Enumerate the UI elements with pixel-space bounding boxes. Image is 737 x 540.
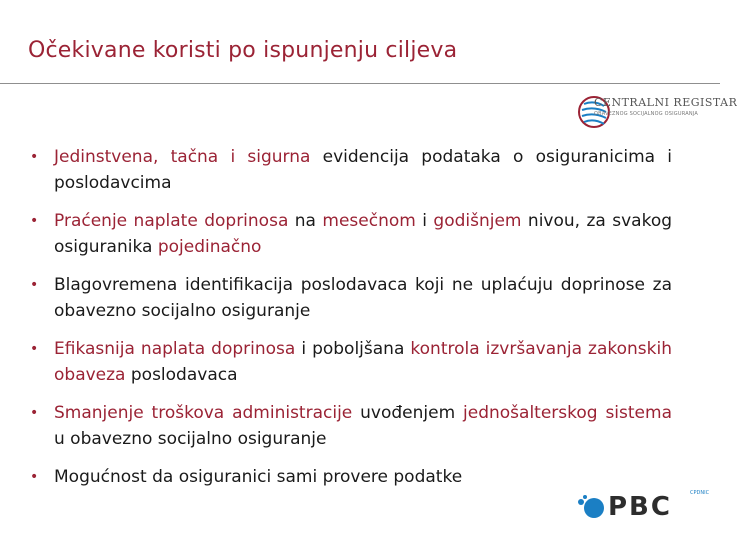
bullet-dot: • bbox=[30, 405, 39, 421]
bullet-item bbox=[28, 464, 672, 490]
highlighted-text: mesečnom bbox=[322, 211, 416, 231]
bullet-item bbox=[28, 208, 672, 260]
slide-title: Očekivane koristi po ispunjenju ciljeva bbox=[28, 38, 458, 63]
title-divider bbox=[0, 83, 720, 84]
bullet-dot: • bbox=[30, 213, 39, 229]
bullet-text: poslodavaca bbox=[125, 365, 238, 385]
bullet-item bbox=[28, 400, 672, 452]
highlighted-text: Praćenje naplate doprinosa bbox=[54, 211, 289, 231]
bullet-dot: • bbox=[30, 277, 39, 293]
bullet-dot: • bbox=[30, 469, 39, 485]
bullet-item bbox=[28, 336, 672, 388]
highlighted-text: Smanjenje troškova administracije bbox=[54, 403, 353, 423]
bullet-text: i poboljšana bbox=[295, 339, 411, 359]
highlighted-text: kontrola izvršavanja zakonskih obaveza bbox=[54, 339, 673, 385]
centralni-registar-logo bbox=[574, 92, 737, 136]
pbc-dots-icon bbox=[576, 494, 606, 520]
bullet-text: uvođenjem bbox=[352, 403, 464, 423]
bullet-text: Blagovremena identifikacija poslodavaca koji ne uplaćuju doprinose za obavezno socijalno osiguranje bbox=[54, 275, 672, 321]
bullet-text: Mogućnost da osiguranici sami provere podatke bbox=[54, 467, 463, 487]
highlighted-text: godišnjem bbox=[433, 211, 522, 231]
bullet-dot: • bbox=[30, 149, 39, 165]
bullet-text: evidencija podataka o osiguranicima i poslodavcima bbox=[54, 147, 672, 193]
bullet-text: i bbox=[415, 211, 434, 231]
highlighted-text: pojedinačno bbox=[157, 237, 262, 257]
bullet-text: u obavezno socijalno osiguranje bbox=[54, 429, 327, 449]
highlighted-text: jednošalterskog sistema bbox=[463, 403, 672, 423]
highlighted-text: Jedinstvena, tačna i sigurna bbox=[54, 147, 311, 167]
logo-subtitle: OBAVEZNOG SOCIJALNOG OSIGURANJA bbox=[594, 111, 698, 117]
pbc-logo bbox=[574, 490, 714, 524]
pbc-tiny-label: CPDNIC bbox=[690, 490, 710, 496]
benefits-list bbox=[28, 144, 672, 502]
pbc-wordmark: PBC bbox=[608, 492, 672, 522]
bullet-dot: • bbox=[30, 341, 39, 357]
bullet-item bbox=[28, 144, 672, 196]
logo-name: CENTRALNI REGISTAR bbox=[594, 96, 737, 109]
bullet-text: nivou, za svakog osiguranika bbox=[54, 211, 673, 257]
highlighted-text: Efikasnija naplata doprinosa bbox=[54, 339, 296, 359]
bullet-item bbox=[28, 272, 672, 324]
bullet-text: na bbox=[288, 211, 323, 231]
